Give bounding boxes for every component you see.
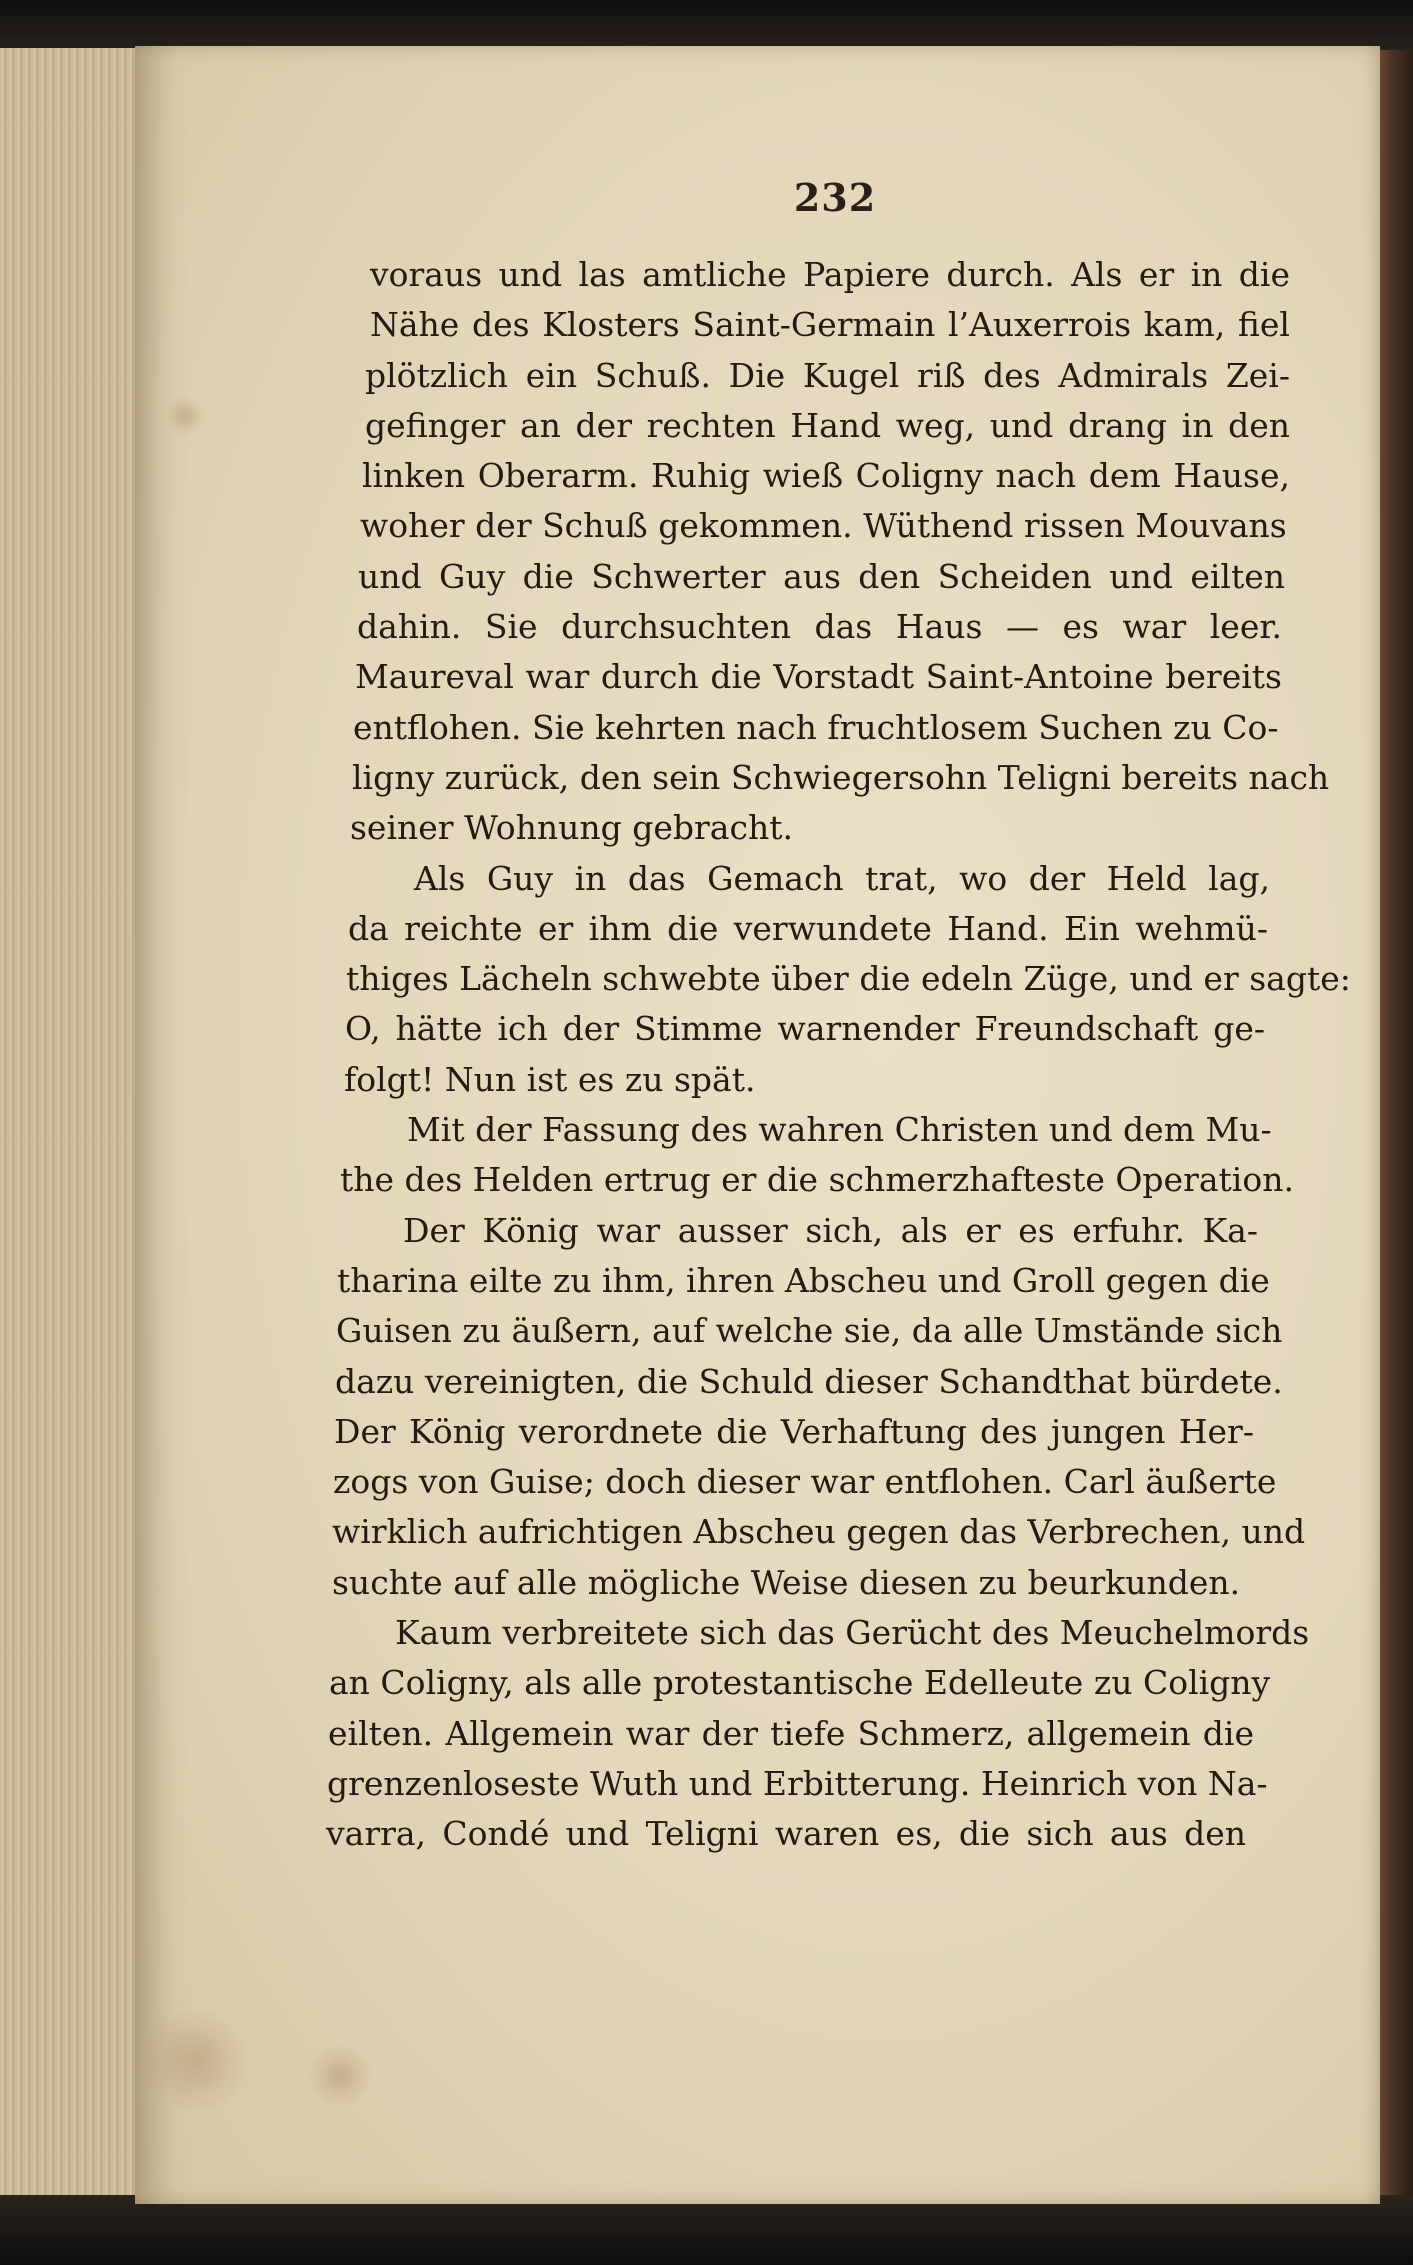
scan-bottom-border <box>0 2195 1413 2265</box>
text-line: eilten. Allgemein war der tiefe Schmerz, allgemein die <box>328 1713 1254 1753</box>
text-line: zogs von Guise; doch dieser war entflohen. Carl äußerte <box>333 1462 1277 1502</box>
text-line: suchte auf alle mögliche Weise diesen zu beurkunden. <box>332 1562 1241 1602</box>
body-text <box>326 250 1351 1860</box>
text-line: voraus und las amtliche Papiere durch. Als er in die <box>370 255 1290 294</box>
text-line: Guisen zu äußern, auf welche sie, da alle Umstände sich <box>336 1311 1283 1351</box>
page-stack-edges <box>0 48 150 2213</box>
text-line: varra, Condé und Teligni waren es, die sich aus den <box>326 1814 1246 1854</box>
text-line: linken Oberarm. Ruhig wieß Coligny nach dem Hause, <box>362 456 1290 496</box>
text-line: grenzenloseste Wuth und Erbitterung. Heinrich von Na- <box>327 1763 1268 1803</box>
text-line: entflohen. Sie kehrten nach fruchtlosem Suchen zu Co- <box>353 707 1279 747</box>
text-line: Der König war ausser sich, als er es erfuhr. Ka- <box>403 1210 1258 1250</box>
text-line: plötzlich ein Schuß. Die Kugel riß des Admirals Zei- <box>365 355 1290 395</box>
text-line: gefinger an der rechten Hand weg, und drang in den <box>365 405 1290 445</box>
text-line: Als Guy in das Gemach trat, wo der Held lag, <box>414 858 1270 898</box>
text-line: thiges Lächeln schwebte über die edeln Züge, und er sagte: <box>346 959 1351 999</box>
text-line: Maureval war durch die Vorstadt Saint-Antoine bereits <box>355 657 1282 697</box>
text-line: woher der Schuß gekommen. Wüthend rissen Mouvans <box>360 506 1287 546</box>
paper-stain <box>140 2006 250 2116</box>
text-line: O, hätte ich der Stimme warnender Freundschaft ge- <box>345 1009 1265 1049</box>
text-line: an Coligny, als alle protestantische Edelleute zu Coligny <box>329 1663 1271 1703</box>
text-line: Nähe des Klosters Saint-Germain l’Auxerrois kam, fiel <box>370 305 1290 345</box>
text-line: Der König verordnete die Verhaftung des jungen Her- <box>334 1411 1254 1451</box>
text-line: dahin. Sie durchsuchten das Haus — es war leer. <box>357 607 1282 647</box>
text-line: folgt! Nun ist es zu spät. <box>344 1059 756 1099</box>
paper-stain <box>165 396 205 436</box>
text-line: und Guy die Schwerter aus den Scheiden und eilten <box>358 556 1285 596</box>
book-cover-edge <box>1378 50 1413 2210</box>
text-line: da reichte er ihm die verwundete Hand. Ein wehmü- <box>348 908 1268 948</box>
page-number: 232 <box>793 175 877 220</box>
text-line: dazu vereinigten, die Schuld dieser Schandthat bürdete. <box>335 1361 1283 1401</box>
text-line: the des Helden ertrug er die schmerzhafteste Operation. <box>340 1160 1294 1200</box>
text-line: tharina eilte zu ihm, ihren Abscheu und Groll gegen die <box>337 1260 1270 1300</box>
text-line: seiner Wohnung gebracht. <box>350 808 793 848</box>
text-line: Mit der Fassung des wahren Christen und dem Mu- <box>407 1110 1272 1150</box>
text-line: wirklich aufrichtigen Abscheu gegen das Verbrechen, und <box>332 1512 1306 1552</box>
text-line: ligny zurück, den sein Schwiegersohn Teligni bereits nach <box>352 757 1330 797</box>
paper-stain <box>305 2046 375 2106</box>
text-line: Kaum verbreitete sich das Gerücht des Meuchelmords <box>395 1613 1310 1653</box>
